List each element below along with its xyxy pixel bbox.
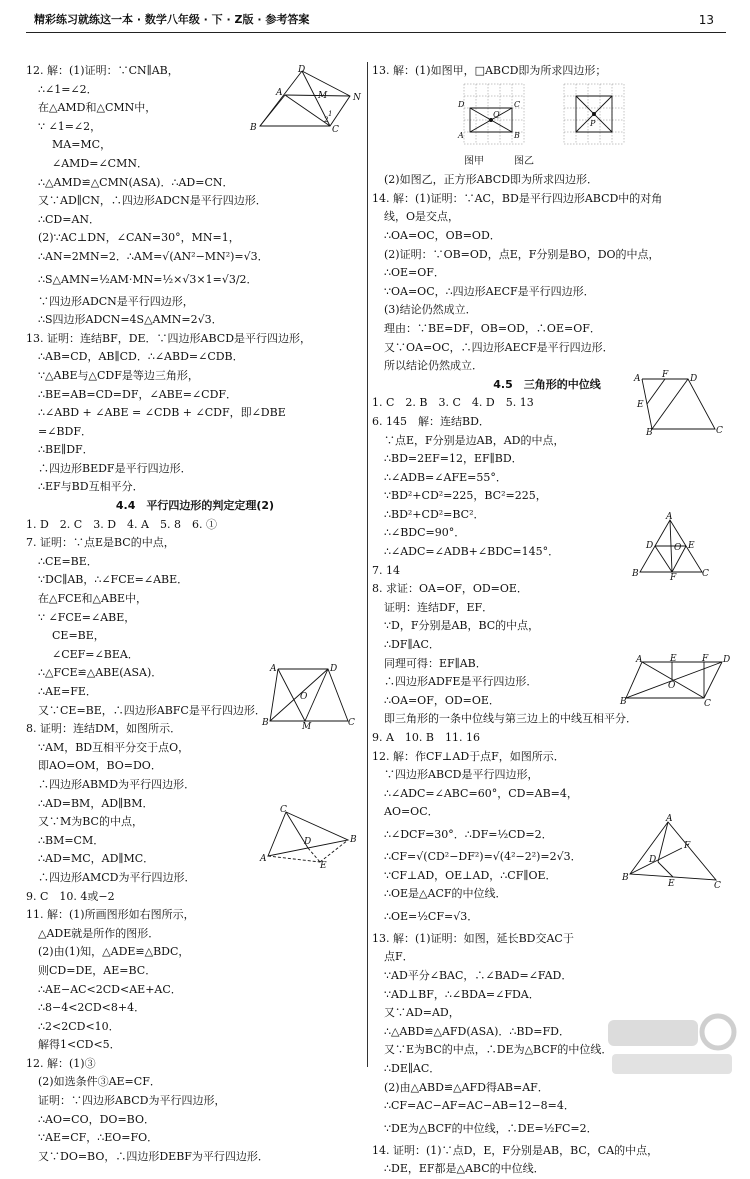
answer-line: 8. 证明：连结DM，如图所示．	[26, 722, 182, 736]
column-divider	[367, 62, 368, 1067]
answer-line: 在△FCE和△ABE中，	[38, 592, 148, 606]
answer-line: 即三角形的一条中位线与第三边上的中线互相平分．	[384, 712, 637, 726]
figure-label: B	[350, 835, 357, 845]
answer-line: 12. 解：(1)③	[26, 1056, 96, 1070]
answer-line: 14. 证明：(1)∵点D，E，F分别是AB，BC，CA的中点，	[372, 1143, 659, 1157]
answer-line: (2)∵AC⊥DN，∠CAN=30°，MN=1，	[38, 231, 240, 245]
figure-caption: 图甲 图乙	[464, 155, 534, 167]
answer-line: ∴CF=√(CD²−DF²)=√(4²−2²)=2√3．	[384, 849, 582, 863]
figure-label: P	[590, 119, 596, 128]
answer-line: 证明：连结DF，EF．	[384, 600, 494, 614]
figure-label: C	[332, 125, 339, 135]
figure-label: A	[666, 814, 673, 824]
answer-line: ∴AE=FE．	[38, 685, 97, 698]
figure-label: A	[270, 664, 277, 674]
figure-label: A	[666, 512, 673, 522]
page-number: 13	[698, 13, 714, 27]
figure-label: F	[684, 841, 691, 851]
figure-label: C	[514, 100, 521, 109]
answer-line: 又∵OA=OC，∴四边形AECF是平行四边形．	[384, 340, 614, 354]
answer-line: ∴BD²+CD²=BC²．	[384, 507, 485, 521]
answer-line: ∵D，F分别是AB，BC的中点，	[384, 619, 540, 633]
answer-line: 又∵CE=BE，∴四边形ABFC是平行四边形．	[38, 703, 266, 717]
answer-line: ∴BE=AB=CD=DF，∠ABE=∠CDF．	[38, 387, 238, 401]
answer-line: 9. C 10. 4或−2	[26, 889, 115, 903]
watermark-logo	[600, 1010, 740, 1080]
figure-label: D	[646, 541, 654, 551]
answer-line: 又∵DO=BO，∴四边形DEBF为平行四边形．	[38, 1149, 269, 1163]
answer-line: 又∵E为BC的中点，∴DE为△BCF的中位线．	[384, 1043, 613, 1057]
figure-label: D	[458, 100, 465, 109]
answer-line: 13. 解：(1)证明：如图，延长BD交AC于	[372, 931, 574, 945]
answer-line: 9. A 10. B 11. 16	[372, 731, 480, 744]
figure-label: D	[304, 837, 312, 847]
answer-line: 理由：∵BE=DF，OB=OD，∴OE=OF．	[384, 321, 601, 335]
answer-line: 解得1<CD<5．	[38, 1038, 121, 1052]
figure-label: C	[714, 881, 721, 891]
figure-label: M	[302, 722, 312, 732]
answer-line: ∵点E，F分别是边AB，AD的中点，	[384, 433, 565, 447]
section-heading: 4.5 三角形的中位线	[493, 377, 601, 391]
answer-line: ∴S△AMN=½AM·MN=½×√3×1=√3/2．	[38, 272, 258, 286]
figure-label: M	[318, 91, 328, 101]
answer-line: ∴CE=BE．	[38, 554, 98, 568]
figure-label: F	[670, 573, 677, 583]
answer-line: ∵DE为△BCF的中位线，∴DE=½FC=2．	[384, 1121, 598, 1135]
figure-label: A	[458, 131, 464, 140]
answer-line: ∵OA=OC，∴四边形AECF是平行四边形．	[384, 284, 595, 298]
figure-label: D	[690, 374, 698, 384]
figure-label: B	[250, 123, 257, 133]
figure-label: B	[620, 697, 627, 707]
figure-label: C	[716, 426, 723, 436]
answer-line: 1. C 2. B 3. C 4. D 5. 13	[372, 396, 534, 410]
header-title: 精彩练习就练这一本 · 数学八年级 · 下 · Z版 · 参考答案	[34, 13, 310, 26]
answer-line: ∵DC∥AB，∴∠FCE=∠ABE．	[38, 573, 189, 587]
answer-line: ∴△ABD≌△AFD(ASA)．∴BD=FD．	[384, 1024, 570, 1038]
answer-line: 所以结论仍然成立．	[384, 359, 483, 373]
answer-line: 7. 14	[372, 563, 400, 577]
answer-line: 1. D 2. C 3. D 4. A 5. 8 6. ①	[26, 517, 217, 531]
figure-label: Q	[493, 110, 500, 119]
figure-label: 2	[324, 116, 329, 124]
answer-line: 12. 解：作CF⊥AD于点F，如图所示．	[372, 749, 565, 763]
answer-line: ∴AE−AC<2CD<AE+AC．	[38, 982, 182, 996]
answer-line: 11. 解：(1)所画图形如右图所示，	[26, 908, 195, 922]
figure-label: B	[514, 131, 520, 140]
figure-label: D	[330, 664, 338, 674]
answer-line: 7. 证明：∵点E是BC的中点，	[26, 536, 175, 550]
figure-label: B	[622, 873, 629, 883]
answer-line: ∵ ∠1=∠2，	[38, 119, 102, 133]
answer-line: ∴2<2CD<10．	[38, 1019, 120, 1033]
figure-label: F	[662, 370, 669, 380]
answer-line: ∴CF=AC−AF=AC−AB=12−8=4．	[384, 1099, 575, 1113]
figure-problem-8-right	[630, 512, 710, 583]
answer-line: (2)由(1)知，△ADE≌△BDC，	[38, 945, 190, 959]
answer-line: 同理可得：EF∥AB．	[384, 656, 487, 670]
answer-line: 又∵M为BC的中点，	[38, 815, 143, 829]
answer-line: ∴S四边形ADCN=4S△AMN=2√3．	[38, 313, 223, 327]
answer-line: ∴AO=CO，DO=BO．	[38, 1112, 155, 1126]
answer-line: 8. 求证：OA=OF，OD=OE．	[372, 582, 528, 596]
answer-line: ∴BD=2EF=12，EF∥BD．	[384, 452, 523, 466]
answer-line: ∴OE=OF．	[384, 266, 445, 280]
figure-problem-6-right	[630, 370, 725, 438]
answer-line: =∠BDF．	[38, 424, 92, 438]
answer-line: ∠AMD=∠CMN．	[52, 156, 148, 170]
answer-line: ∴四边形ADFE是平行四边形．	[384, 675, 538, 689]
figure-label: D	[298, 65, 306, 75]
section-heading: 4.4 平行四边形的判定定理(2)	[115, 499, 275, 513]
answer-line: 点F．	[384, 950, 414, 964]
answer-line: ∴8−4<2CD<8+4．	[38, 1001, 146, 1015]
answer-line: ∴DE，EF都是△ABC的中位线．	[384, 1162, 545, 1176]
figure-label: B	[646, 428, 653, 438]
answer-line: ∵CF⊥AD，OE⊥AD，∴CF∥OE．	[384, 868, 557, 882]
figure-label: A	[260, 854, 267, 864]
answer-line: ∴∠ADB=∠AFE=55°．	[384, 470, 507, 484]
answer-line: CE=BE，	[52, 629, 105, 643]
answer-line: ∴△AMD≌△CMN(ASA)．∴AD=CN．	[38, 175, 234, 189]
answer-line: ∵BD²+CD²=225，BC²=225，	[384, 489, 547, 503]
figure-label: A	[276, 88, 283, 98]
answer-line: ∵AD平分∠BAC，∴∠BAD=∠FAD．	[384, 968, 573, 982]
figure-label: B	[262, 718, 269, 728]
answer-line: ∴AN=2MN=2．∴AM=√(AN²−MN²)=√3．	[38, 249, 269, 263]
figure-label: 1	[328, 110, 333, 118]
answer-line: ∴OA=OF，OD=OE．	[384, 693, 500, 707]
figure-label: E	[668, 879, 675, 889]
figure-label: F	[702, 654, 709, 664]
answer-line: ∴DF∥AC．	[384, 638, 440, 652]
answer-line: ∴∠ABD + ∠ABE = ∠CDB + ∠CDF，即∠DBE	[38, 406, 286, 420]
answer-line: ∴OE=½CF=√3．	[384, 909, 479, 923]
answer-line: ∴四边形ABMD为平行四边形．	[38, 777, 196, 791]
answer-line: ∵AD⊥BF，∴∠BDA=∠FDA．	[384, 987, 540, 1001]
figure-label: C	[702, 569, 709, 579]
answer-line: (2)证明：∵OB=OD，点E，F分别是BO，DO的中点，	[384, 247, 660, 261]
figure-label: E	[637, 400, 644, 410]
answer-line: ∵△ABE与△CDF是等边三角形，	[38, 368, 199, 382]
answer-line: (2)如图乙，正方形ABCD即为所求四边形．	[384, 173, 599, 187]
answer-line: ∴CD=AN．	[38, 212, 101, 226]
answer-line: 则CD=DE，AE=BC．	[38, 963, 157, 977]
answer-line: △ADE就是所作的图形．	[38, 926, 160, 940]
answer-line: ∴∠BDC=90°．	[384, 526, 466, 540]
answer-line: ∵ ∠FCE=∠ABE，	[38, 610, 136, 624]
figure-label: C	[704, 699, 711, 709]
figure-problem-12-left	[240, 65, 365, 135]
answer-line: (3)结论仍然成立．	[384, 303, 477, 317]
figure-label: E	[320, 861, 327, 871]
answer-line: 13. 解：(1)如图甲，□ABCD即为所求四边形；	[372, 64, 607, 77]
answer-line: 6. 145 解：连结BD．	[372, 414, 490, 428]
figure-label: A	[636, 655, 643, 665]
answer-line: ∴∠1=∠2．	[38, 82, 98, 96]
answer-line: ∴BE∥DF．	[38, 443, 94, 457]
figure-label: E	[670, 654, 677, 664]
figure-label: C	[280, 805, 287, 815]
answer-line: 又∵AD=AD，	[384, 1006, 460, 1020]
answer-line: ∵AM，BD互相平分交于点O，	[38, 740, 190, 754]
answer-line: 线，O是交点，	[384, 210, 460, 224]
answer-line: ∴EF与BD互相平分．	[38, 480, 144, 494]
answer-line: ∴DE∥AC．	[384, 1061, 441, 1075]
figure-problem-13-right	[622, 814, 722, 891]
answer-line: ∴∠ADC=∠ADB+∠BDC=145°．	[384, 545, 560, 559]
answer-line: 在△AMD和△CMN中，	[38, 101, 157, 115]
figure-label: D	[649, 855, 657, 865]
left-column	[26, 62, 364, 1166]
figure-label: O	[668, 681, 676, 691]
answer-line: (2)如选条件③AE=CF．	[38, 1075, 161, 1089]
answer-line: ∠CEF=∠BEA．	[52, 647, 139, 661]
figure-problem-12-right	[620, 654, 731, 709]
answer-line: ∴AD=BM，AD∥BM．	[38, 796, 154, 810]
page-header	[26, 11, 726, 33]
figure-label: E	[688, 541, 695, 551]
answer-line: (2)由△ABD≌△AFD得AB=AF．	[384, 1080, 549, 1094]
figure-problem-8-left	[260, 663, 360, 732]
figure-label: O	[674, 543, 682, 553]
answer-line: ∵四边形ABCD是平行四边形，	[384, 768, 539, 782]
answer-line: AO=OC．	[384, 805, 439, 819]
answer-line: 又∵AD∥CN，∴四边形ADCN是平行四边形．	[38, 194, 267, 208]
answer-line: ∴∠DCF=30°．∴DF=½CD=2．	[384, 827, 553, 841]
answer-line: ∴∠ADC=∠ABC=60°，CD=AB=4，	[384, 786, 578, 800]
answer-line: MA=MC，	[52, 138, 112, 152]
answer-line: ∴OA=OC，OB=OD．	[384, 228, 501, 242]
figure-label: D	[723, 655, 731, 665]
answer-line: 13. 证明：连结BF，DE．∵四边形ABCD是平行四边形，	[26, 331, 312, 345]
answer-line: ∵四边形ADCN是平行四边形，	[38, 294, 194, 308]
answer-line: ∴AD=MC，AD∥MC．	[38, 852, 155, 866]
answer-line: 证明：∵四边形ABCD为平行四边形，	[38, 1094, 226, 1108]
figure-label: C	[348, 718, 355, 728]
figure-problem-13-grids	[456, 80, 636, 152]
figure-label: B	[632, 569, 639, 579]
figure-label: O	[300, 692, 308, 702]
answer-line: ∴BM=CM．	[38, 833, 105, 847]
figure-label: N	[353, 93, 361, 103]
answer-line: ∴△FCE≌△ABE(ASA)．	[38, 666, 163, 680]
answer-line: 即AO=OM，BO=DO．	[38, 759, 162, 773]
answer-line: ∴四边形AMCD为平行四边形．	[38, 870, 196, 884]
answer-line: ∵AE=CF，∴EO=FO．	[38, 1131, 159, 1145]
answer-line: ∴OE是△ACF的中位线．	[384, 887, 507, 901]
figure-problem-11-left	[258, 805, 360, 871]
answer-line: 14. 解：(1)证明：∵AC，BD是平行四边形ABCD中的对角	[372, 191, 663, 205]
answer-line: ∴AB=CD，AB∥CD．∴∠ABD=∠CDB．	[38, 350, 244, 364]
figure-label: A	[634, 374, 641, 384]
answer-line: 12. 解：(1)证明：∵CN∥AB，	[26, 64, 179, 77]
answer-line: ∴四边形BEDF是平行四边形．	[38, 461, 192, 475]
